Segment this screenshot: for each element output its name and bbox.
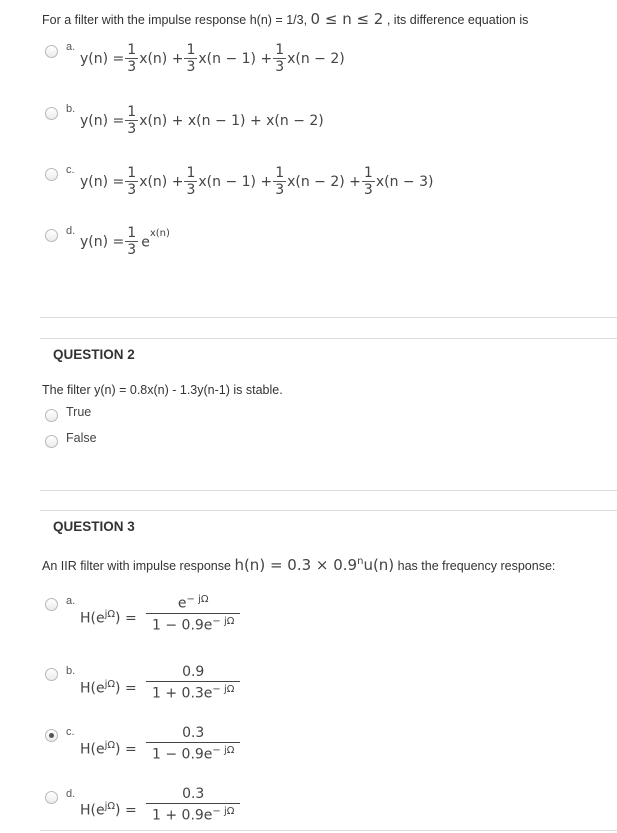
q3-option-c-radio[interactable] <box>45 729 58 742</box>
q1-c-frac1-den: 3 <box>127 182 137 198</box>
q1-option-c-radio[interactable] <box>45 168 58 181</box>
q1-stem-suffix: , its difference equation is <box>386 13 529 27</box>
q1-d-frac-den: 3 <box>127 242 137 258</box>
q3-stem-suffix: has the frequency response: <box>397 559 556 573</box>
q1-c-frac3-num: 1 <box>275 165 285 181</box>
q1-a-frac2-num: 1 <box>186 42 196 58</box>
q1-d-exp-power: x(n) <box>149 227 170 239</box>
q1-a-term2: x(n − 1) + <box>198 50 273 67</box>
q1-option-a-letter: a. <box>66 41 76 53</box>
q3-c-lhs: $H(e^{j\Omega})$ = <box>80 740 137 758</box>
q1-c-frac4-den: 3 <box>363 182 373 198</box>
q1-stem <box>42 10 528 28</box>
q1-option-c-equation[interactable] <box>80 165 433 198</box>
q3-option-d-radio[interactable] <box>45 791 58 804</box>
q3-option-c-fraction[interactable] <box>146 725 240 763</box>
q3-stem-sup: n <box>357 556 364 567</box>
q1-a-frac1-num: 1 <box>127 42 137 58</box>
q1-a-term3: x(n − 2) <box>287 50 345 67</box>
q3-stem <box>42 556 555 574</box>
q2-option-false-radio[interactable] <box>45 435 58 448</box>
divider <box>40 338 617 339</box>
q1-option-c-letter: c. <box>66 164 75 176</box>
q1-c-lhs: y(n) = <box>80 173 125 190</box>
q2-stem: The filter y(n) = 0.8x(n) - 1.3y(n-1) is stable. <box>42 383 283 397</box>
q3-heading: QUESTION 3 <box>53 519 135 534</box>
q3-a-denominator: $1 - 0.9e^{- j\Omega}$ <box>146 613 240 634</box>
q1-a-frac1-den: 3 <box>127 59 137 75</box>
q3-stem-prefix: An IIR filter with impulse response <box>42 559 231 573</box>
q1-c-term1: x(n) + <box>139 173 184 190</box>
q1-option-d-letter: d. <box>66 225 76 237</box>
divider <box>40 490 617 491</box>
q2-option-true-radio[interactable] <box>45 409 58 422</box>
q1-b-lhs: y(n) = <box>80 112 125 129</box>
q1-c-term4: x(n − 3) <box>375 173 434 190</box>
q1-c-frac2-num: 1 <box>186 165 196 181</box>
q1-a-frac3-num: 1 <box>275 42 285 58</box>
q1-a-frac2-den: 3 <box>186 59 196 75</box>
q1-c-frac2-den: 3 <box>186 182 196 198</box>
q3-b-denominator: $1 + 0.3e^{- j\Omega}$ <box>146 681 240 702</box>
q3-option-a-fraction[interactable] <box>146 594 240 633</box>
q1-d-frac-num: 1 <box>127 225 137 241</box>
q1-stem-math: 0 ≤ n ≤ 2 <box>310 10 384 28</box>
q3-option-a-letter: a. <box>66 595 76 607</box>
q3-stem-math: $h(n) = 0.3 \times 0.9^nu(n)$ <box>234 556 395 574</box>
q1-b-frac-num: 1 <box>127 104 137 120</box>
q1-stem-prefix: For a filter with the impulse response h(n) = 1/3, <box>42 13 308 27</box>
q1-option-a-equation[interactable] <box>80 42 345 75</box>
q1-b-tail: x(n) + x(n − 1) + x(n − 2) <box>139 112 324 129</box>
q3-option-d-letter: d. <box>66 788 76 800</box>
q3-d-denominator: $1 + 0.9e^{- j\Omega}$ <box>146 803 240 824</box>
q3-a-numerator: $e^{- j\Omega}$ <box>177 594 209 612</box>
q2-heading: QUESTION 2 <box>53 347 135 362</box>
q1-option-d-equation[interactable] <box>80 225 170 258</box>
q3-c-numerator: 0.3 <box>182 725 205 741</box>
q1-c-frac4-num: 1 <box>363 165 373 181</box>
divider <box>40 510 617 511</box>
q1-option-a-radio[interactable] <box>45 45 58 58</box>
q1-option-b-letter: b. <box>66 103 76 115</box>
q3-option-b-fraction[interactable] <box>146 664 240 702</box>
q3-b-lhs: $H(e^{j\Omega})$ = <box>80 679 137 697</box>
q3-option-a-radio[interactable] <box>45 598 58 611</box>
q1-c-frac1-num: 1 <box>127 165 137 181</box>
q1-a-term1: x(n) + <box>139 50 184 67</box>
q1-option-b-equation[interactable] <box>80 104 324 137</box>
q3-option-c-letter: c. <box>66 726 75 738</box>
divider <box>40 317 617 318</box>
q1-b-frac-den: 3 <box>127 121 137 137</box>
q3-d-numerator: 0.3 <box>182 786 205 802</box>
q1-option-d-radio[interactable] <box>45 229 58 242</box>
q1-d-exp-base: e <box>141 234 150 251</box>
q3-a-lhs: $H(e^{j\Omega})$ = <box>80 609 137 627</box>
q3-b-numerator: 0.9 <box>182 664 205 680</box>
divider <box>40 830 617 831</box>
q1-c-term2: x(n − 1) + <box>198 173 273 190</box>
q3-option-b-letter: b. <box>66 665 76 677</box>
q1-c-frac3-den: 3 <box>275 182 285 198</box>
q1-option-b-radio[interactable] <box>45 107 58 120</box>
q2-option-true-label[interactable]: True <box>66 405 92 419</box>
q1-c-term3: x(n − 2) + <box>287 173 361 190</box>
q2-option-false-label[interactable]: False <box>66 431 97 445</box>
q1-a-frac3-den: 3 <box>275 59 285 75</box>
q3-option-d-fraction[interactable] <box>146 786 240 824</box>
q1-d-lhs: y(n) = <box>80 233 125 250</box>
q3-d-lhs: $H(e^{j\Omega})$ = <box>80 801 137 819</box>
q3-option-b-radio[interactable] <box>45 668 58 681</box>
q3-c-denominator: $1 - 0.9e^{- j\Omega}$ <box>146 742 240 763</box>
q1-a-lhs: y(n) = <box>80 50 125 67</box>
